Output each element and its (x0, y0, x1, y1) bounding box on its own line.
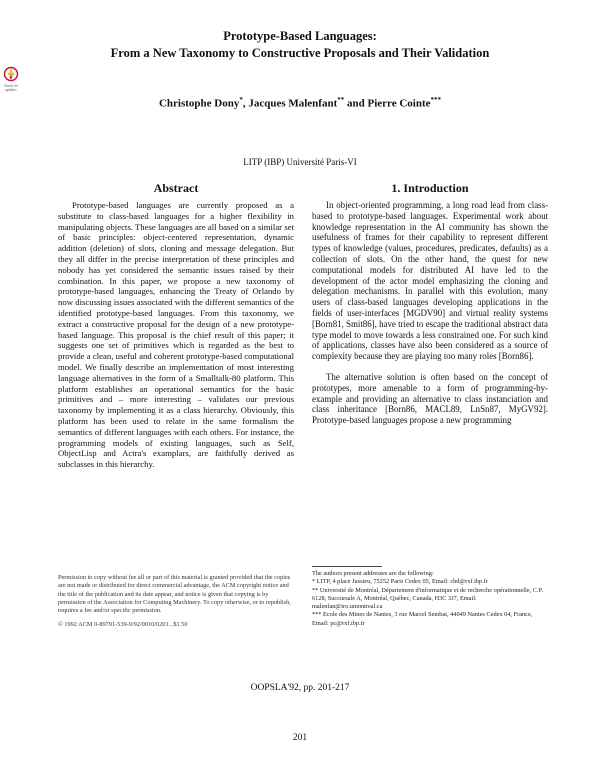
paper-title-line-2: From a New Taxonomy to Constructive Proposals and Their Validation (110, 46, 490, 60)
author-separator: and (344, 97, 368, 110)
footnote-item: *** Ecole des Mines de Nantes, 3 rue Marcel Sembat, 44049 Nantes Cedex 04, France, Email: pc@rxf.ibp.fr (312, 611, 533, 627)
intro-paragraph: The alternative solution is often based on the concept of prototypes, more amenable to a form of programming-by-example and providing an alternative to class instanciation and class inheritance [Born86, MACL89, LnSn87, MyGV92]. Prototype-based languages propose a new programming (312, 371, 548, 426)
author-mark: * (239, 96, 243, 104)
author-separator: , (242, 97, 249, 110)
footnote-item: ** Université de Montréal, Département d'informatique et de recherche opérationnelle, C.P. 6128, Succursale A, Montréal, Québec, Canada, H3C 3J7, Email: malenfan@iro.umontreal.ca (312, 586, 543, 611)
introduction-body (312, 200, 548, 426)
copyright-line: © 1992 ACM 0-89791-539-9/92/0010/0201...$1.50 (58, 621, 188, 629)
footnote-divider (312, 566, 382, 567)
author-name: Pierre Cointe (367, 97, 431, 110)
author-mark: ** (337, 96, 345, 104)
abstract-body (58, 200, 294, 470)
author-mark: *** (430, 96, 442, 104)
permission-text: Permission to copy without fee all or part of this material is granted provided that the copies are not made or distributed for direct commercial advantage, the ACM copyright notice and the title of the publication and its date appear, and notice is given that copying is by permission of the Association for Computing Machinery. To copy otherwise, or to republish, requires a fee and/or specific permission. (58, 574, 291, 615)
page-number: 201 (292, 733, 308, 743)
affiliation: LITP (IBP) Université Paris-VI (243, 157, 357, 167)
author-list (0, 96, 600, 110)
intro-paragraph: In object-oriented programming, a long road lead from class-based to prototype-based languages. Experimental work about knowledge representation in the AI community has shown the usefulness of frames for their capability to represent different types of knowledge (values, procedures, predicates, defaults) as a collection of slots. On the other hand, the quest for new computational models for distributed AI have led to the development of the actor model emphasizing the cloning and delegation mechanisms. In parallel with this evolution, many users of class-based languages developing applications in the fields of user-interfaces [MGDV90] and virtual reality systems [Born81, Smit86], have tried to escape the traditional abstract data type model to move towards a less constrained one. For such kind of applications, classes have also been considered as a source of complexity because they are playing too many roles [Born86]. (312, 200, 548, 362)
footnote-intro: The authors present addresses are the following: (312, 570, 434, 577)
abstract-paragraph: Prototype-based languages are currently proposed as a substitute to class-based languages for a higher flexibility in manipulating objects. These languages are all based on a similar set of basic principles: object-centered representation, dynamic addition (deletion) of slots, cloning and message delegation. But they all differ in the precise interpretation of these principles and nobody has yet considered the semantic issues raised by their combination. In this paper, we propose a new taxonomy of prototype-based languages, enhancing the Treaty of Orlando by now discussing issues associated with the different semantics of the identified prototype-based languages. From this taxonomy, we extract a constructive proposal for the design of a new prototype-based language. This proposal is the chief result of this paper; it suggests one set of primitives which is regarded as the best to provide a clean, useful and coherent prototype-based computational model. We finally describe an implementation of most interesting language alternatives in the form of a Smalltalk-80 platform. This platform establishes an operational semantics for the basic primitives and – more interesting – validates our previous taxonomy by implementing it as a class hierarchy. Obviously, this platform has been used to relate in the same formalism the semantics of different languages with each others. For instance, the programming models of existing languages, such as Self, ObjectLisp and Actra's examplars, are faithfully derived as subclasses in this hierarchy. (58, 200, 294, 470)
paper-title-line-1: Prototype-Based Languages: (223, 29, 377, 43)
abstract-heading: Abstract (153, 181, 199, 195)
check-for-updates-caption: Check for updates (3, 84, 19, 92)
author-name: Jacques Malenfant (248, 97, 338, 110)
footnote-item: * LITP, 4 place Jussieu, 75252 Paris Cedex 05, Email: chd@rxf.ibp.fr (312, 578, 488, 586)
introduction-heading: 1. Introduction (391, 181, 469, 195)
venue-line: OOPSLA'92, pp. 201-217 (250, 683, 350, 693)
author-name: Christophe Dony (158, 97, 240, 110)
author-footnotes (312, 570, 548, 628)
permission-notice (58, 574, 292, 630)
